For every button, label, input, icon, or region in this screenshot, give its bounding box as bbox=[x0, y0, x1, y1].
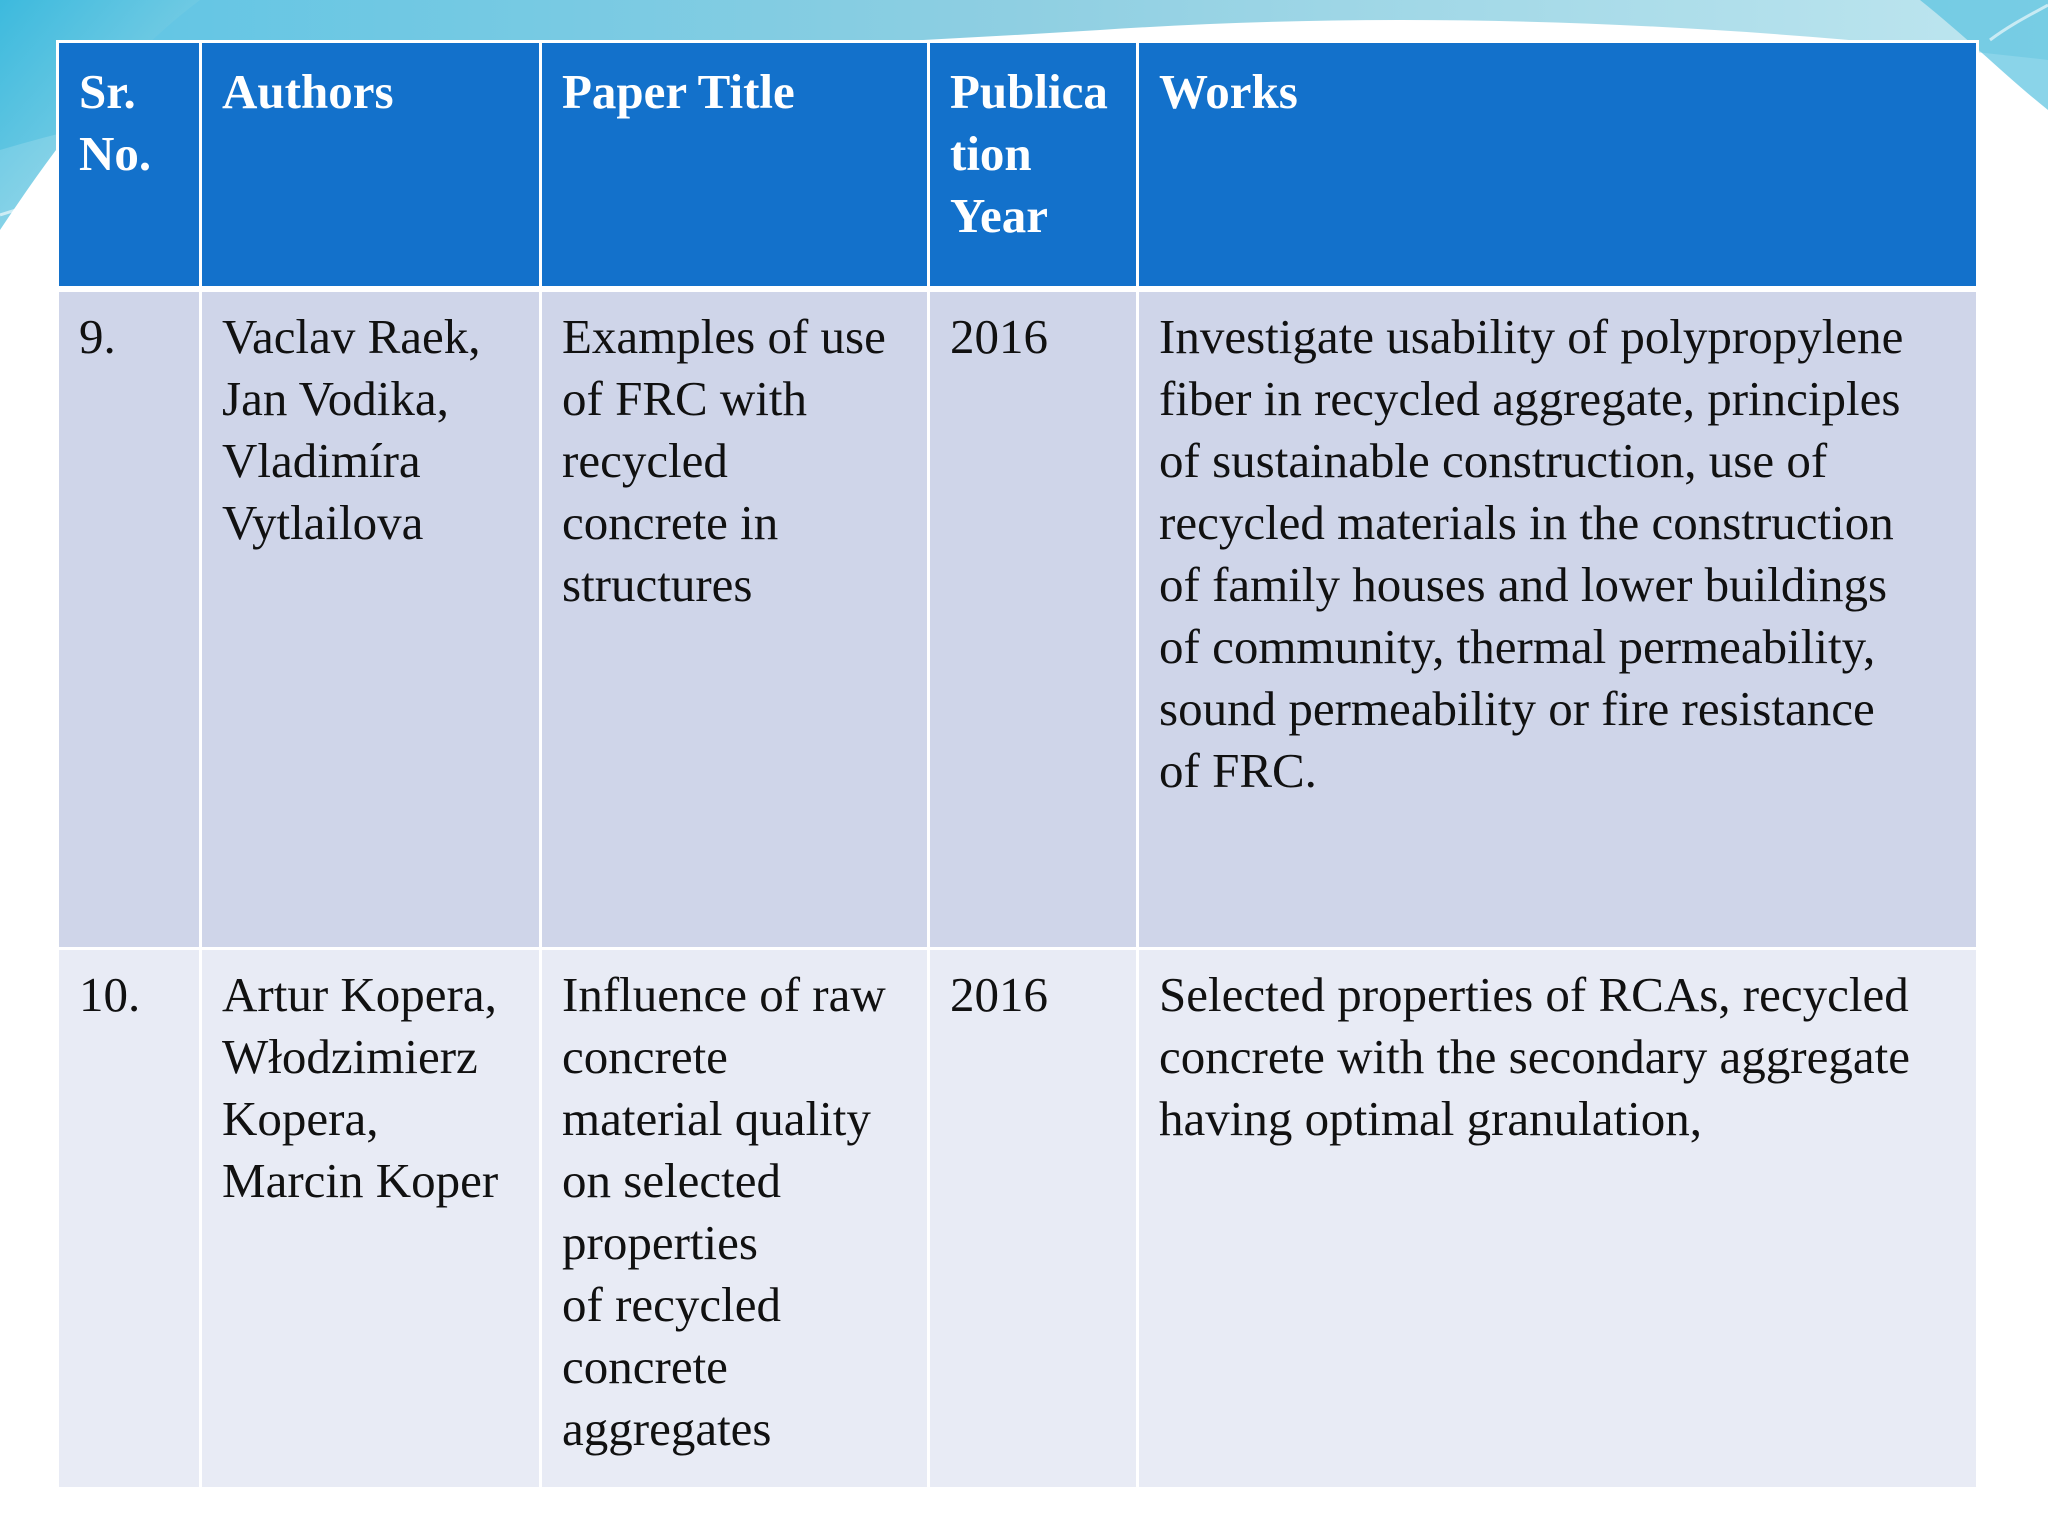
cell-authors: Artur Kopera, Włodzimierz Kopera, Marcin Koper bbox=[201, 949, 541, 1489]
literature-review-table-container bbox=[56, 40, 1976, 1490]
cell-sr-no: 9. bbox=[58, 289, 201, 949]
cell-paper-title: Examples of use of FRC with recycled concrete in structures bbox=[541, 289, 929, 949]
header-publication-year: Publica tion Year bbox=[929, 42, 1138, 290]
table-row bbox=[58, 289, 1978, 949]
cell-paper-title: Influence of raw concrete material quality on selected properties of recycled concrete aggregates bbox=[541, 949, 929, 1489]
header-sr-no: Sr. No. bbox=[58, 42, 201, 290]
header-works: Works bbox=[1138, 42, 1978, 290]
table-header-row bbox=[58, 42, 1978, 290]
header-authors: Authors bbox=[201, 42, 541, 290]
cell-year: 2016 bbox=[929, 949, 1138, 1489]
cell-authors: Vaclav Raek, Jan Vodika, Vladimíra Vytlailova bbox=[201, 289, 541, 949]
cell-sr-no: 10. bbox=[58, 949, 201, 1489]
cell-works: Selected properties of RCAs, recycled concrete with the secondary aggregate having optimal granulation, bbox=[1138, 949, 1978, 1489]
cell-year: 2016 bbox=[929, 289, 1138, 949]
header-paper-title: Paper Title bbox=[541, 42, 929, 290]
cell-works: Investigate usability of polypropylene fiber in recycled aggregate, principles of sustainable construction, use of recycled materials in the construction of family houses and lower buildings of community, thermal permeability, sound permeability or fire resistance of FRC. bbox=[1138, 289, 1978, 949]
literature-review-table bbox=[56, 40, 1979, 1490]
table-row bbox=[58, 949, 1978, 1489]
